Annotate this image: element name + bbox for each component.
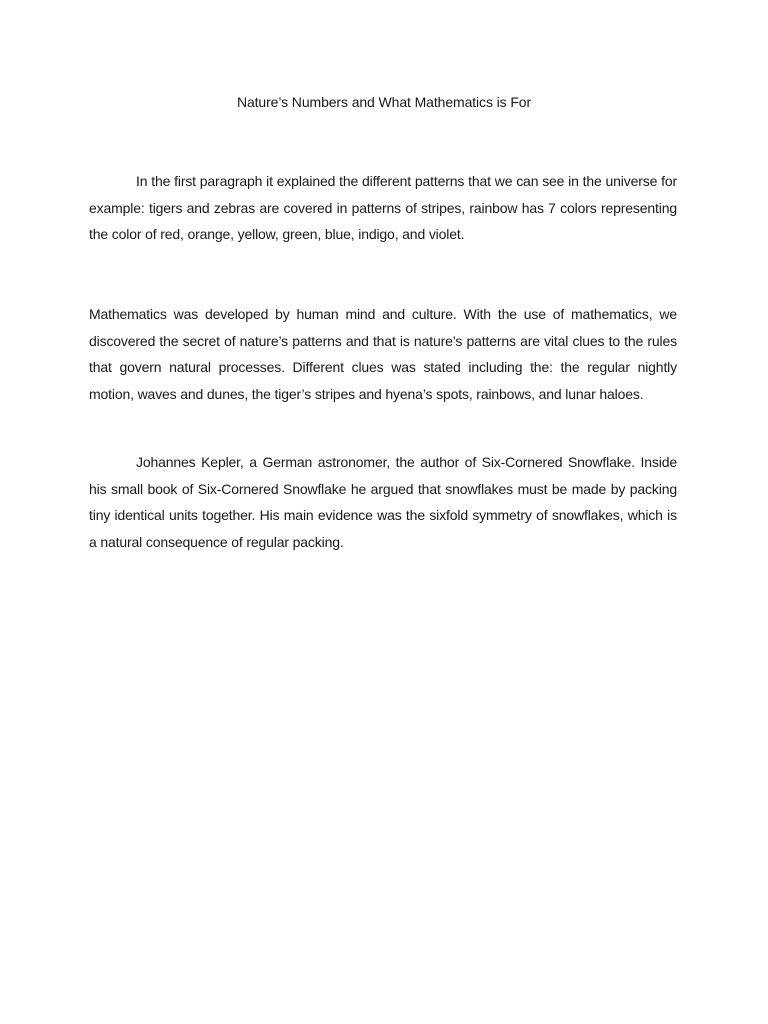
paragraph-2: Mathematics was developed by human mind and culture. With the use of mathematics, we discovered the secret of nature’s patterns and that is nature’s patterns are vital clues to the rules that govern natural processes. Different clues was stated including the: the regular nightly motion, waves and dunes, the tiger’s stripes and hyena’s spots, rainbows, and lunar haloes. [89, 306, 677, 402]
paragraph-3: Johannes Kepler, a German astronomer, the author of Six-Cornered Snowflake. Inside his small book of Six-Cornered Snowflake he argued that snowflakes must be made by packing tiny identical units together. His main evidence was the sixfold symmetry of snowflakes, which is a natural consequence of regular packing. [89, 454, 677, 550]
document-title: Nature’s Numbers and What Mathematics is For [236, 94, 532, 110]
paragraph-1: In the first paragraph it explained the different patterns that we can see in the universe for example: tigers and zebras are covered in patterns of stripes, rainbow has 7 colors representing the color of red, orange, yellow, green, blue, indigo, and violet. [89, 173, 677, 242]
